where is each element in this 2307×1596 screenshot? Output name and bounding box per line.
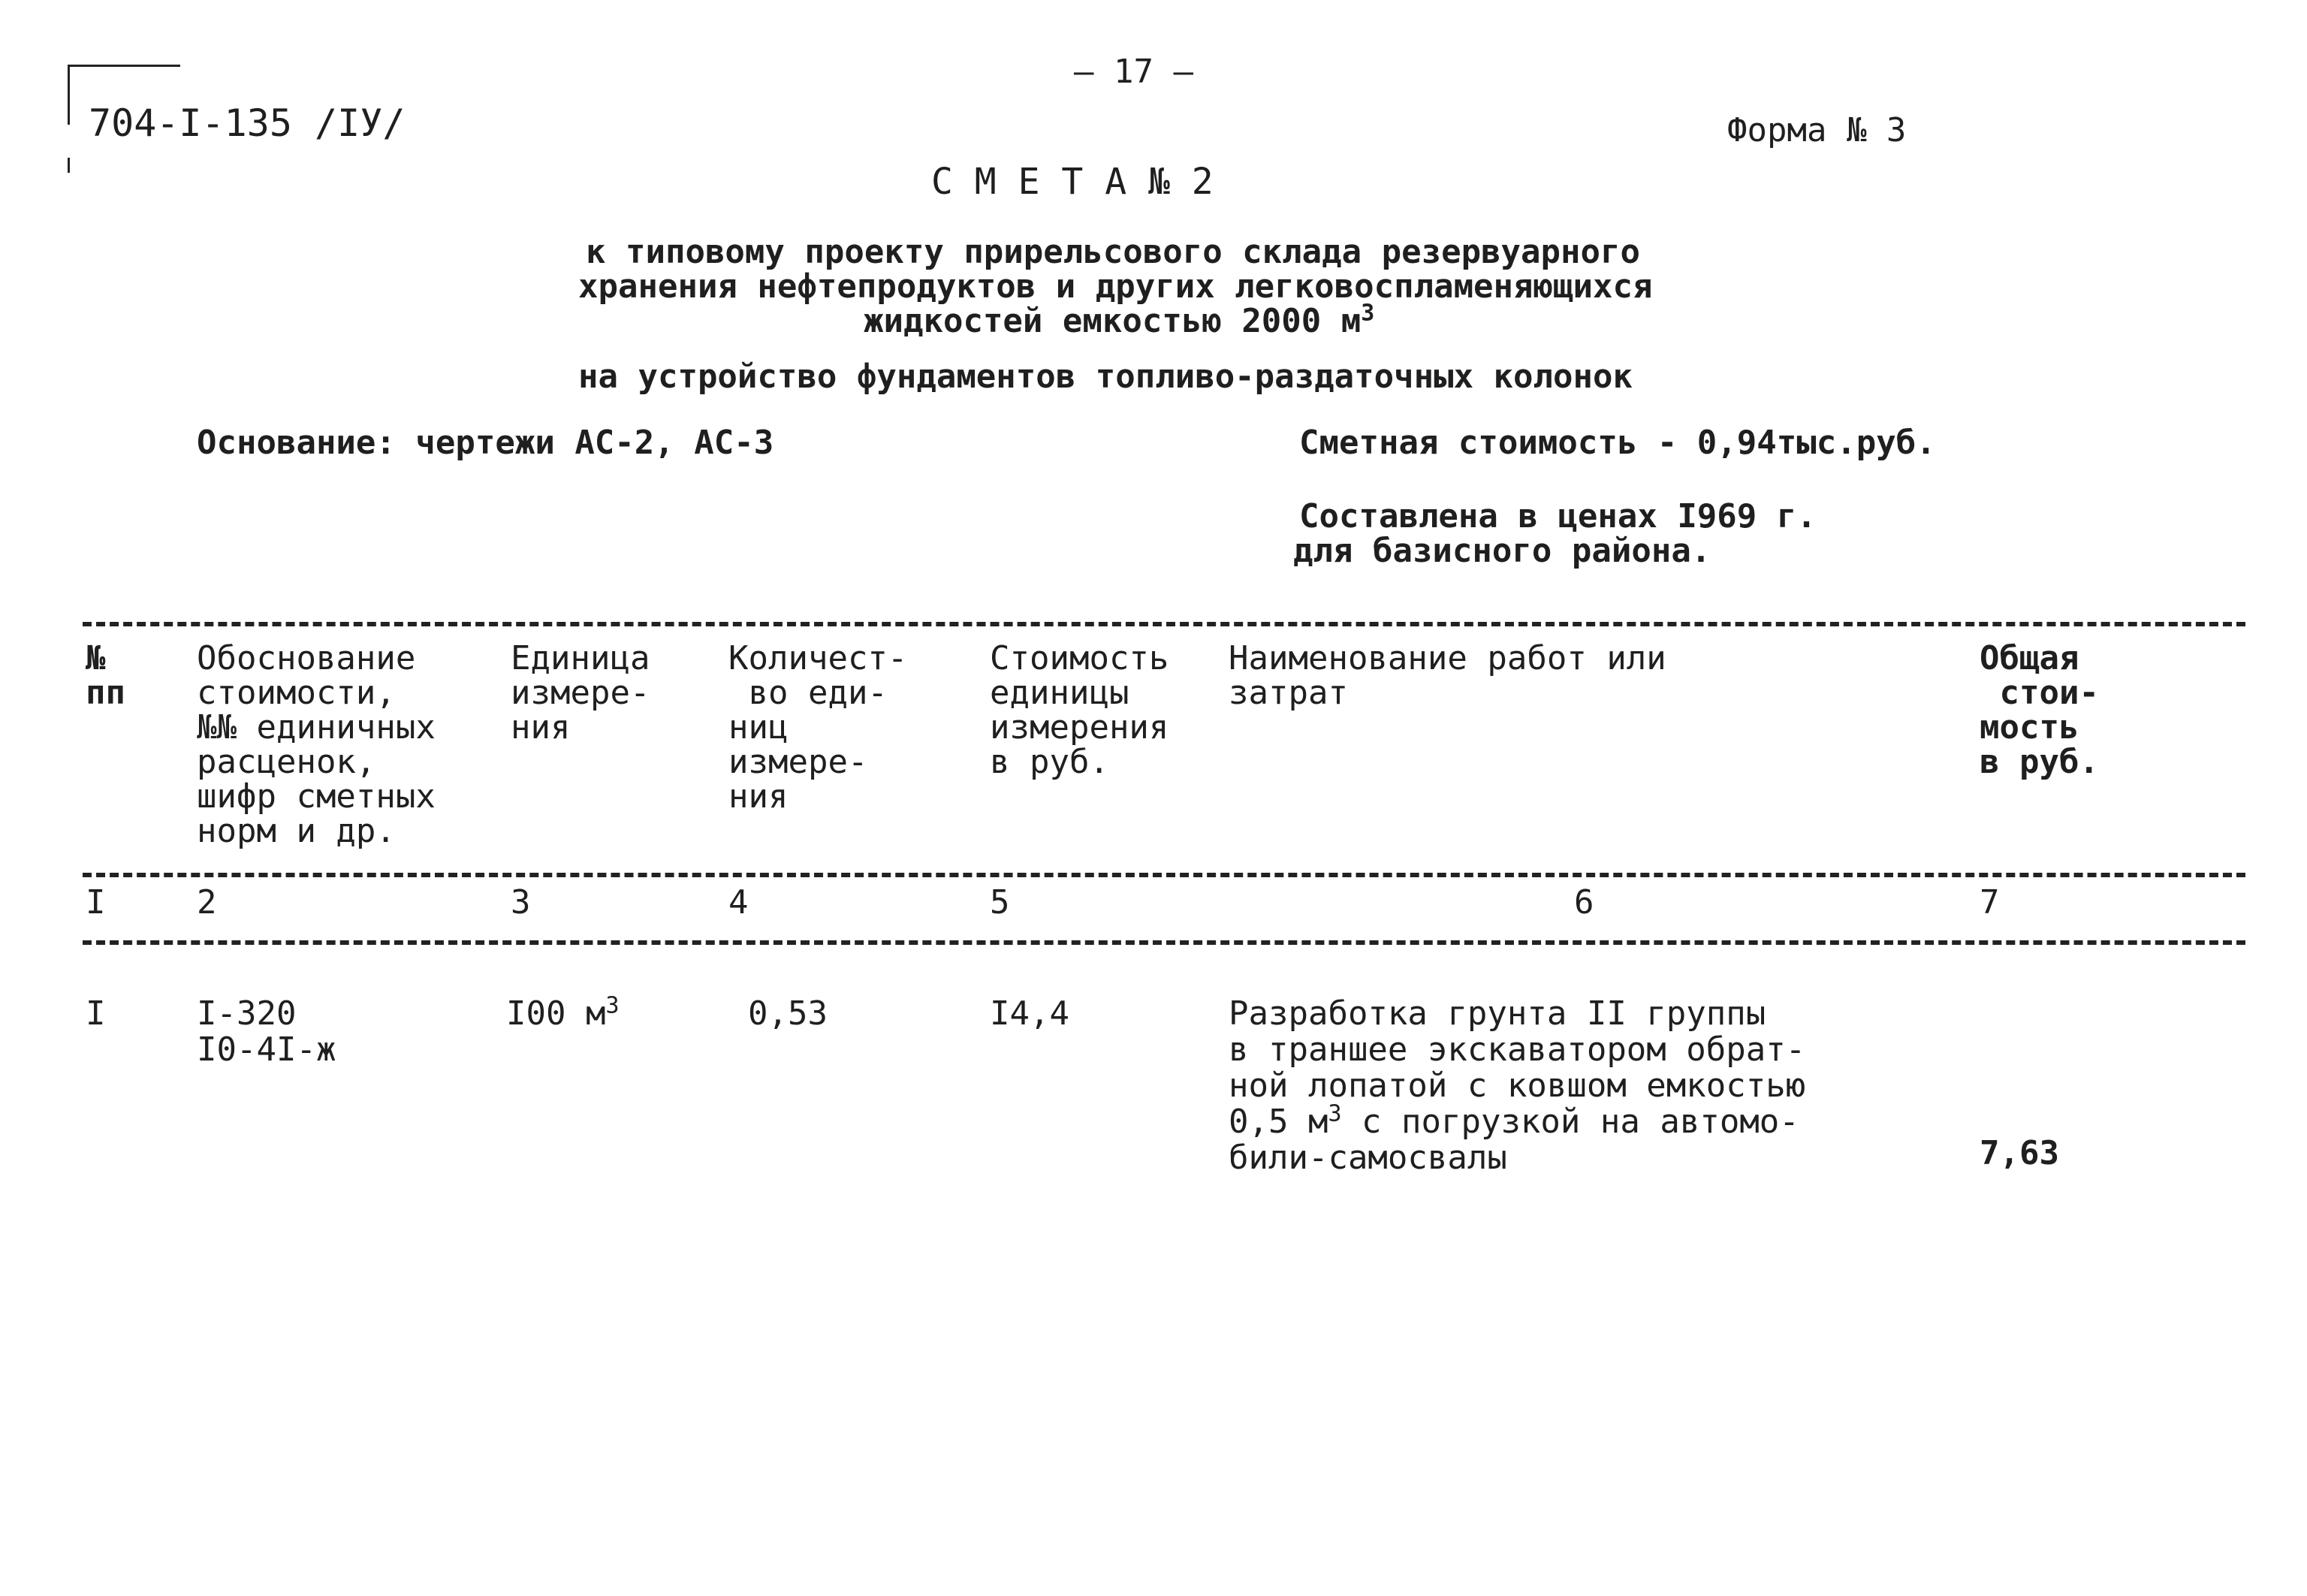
header-col-6: Наименование работ или затрат bbox=[1229, 639, 1666, 712]
column-number-7: 7 bbox=[1980, 883, 2000, 922]
prices-line-2: для базисного района. bbox=[1293, 532, 1711, 570]
row-number: I bbox=[86, 994, 106, 1033]
column-number-5: 5 bbox=[990, 883, 1010, 922]
corner-mark-left-tick bbox=[68, 158, 70, 173]
row-quantity: 0,53 bbox=[748, 994, 828, 1033]
header-col-2: Обоснование стоимости, №№ единичных расценок, шифр сметных норм и др. bbox=[197, 639, 436, 850]
column-number-3: 3 bbox=[511, 883, 531, 922]
basis-line: Основание: чертежи АС-2, АС-3 bbox=[197, 424, 774, 462]
row-unit-cost: I4,4 bbox=[990, 994, 1069, 1033]
row-basis: I-320 I0-4I-ж bbox=[197, 994, 336, 1069]
estimated-cost: Сметная стоимость - 0,94тыс.руб. bbox=[1299, 424, 1936, 462]
column-number-2: 2 bbox=[197, 883, 217, 922]
form-label: Форма № 3 bbox=[1727, 111, 1907, 149]
subtitle-line-3: жидкостей емкостью 2000 $м^3$ bbox=[864, 300, 1375, 340]
page-number: — 17 — bbox=[1074, 53, 1193, 91]
header-col-7: Общая стои- мость в руб. bbox=[1980, 639, 2099, 781]
row-total: 7,63 bbox=[1980, 1134, 2059, 1172]
row-unit: I00 $м^3$ bbox=[506, 992, 620, 1033]
row-work-name: Разработка грунта II группы в траншее экскаватором обрат- ной лопатой с ковшом емкостью 0,5 $м^3$ с погрузкой на автомо- били-самосвалы bbox=[1229, 994, 1806, 1177]
subtitle-line-2: хранения нефтепродуктов и других легковоспламеняющихся bbox=[578, 267, 1653, 306]
column-number-4: 4 bbox=[728, 883, 749, 922]
table-rule-header bbox=[83, 873, 2245, 877]
header-col-1: № пп bbox=[86, 639, 125, 712]
table-rule-top bbox=[83, 622, 2245, 626]
subtitle-line-1: к типовому проекту прирельсового склада резервуарного bbox=[586, 233, 1640, 271]
purpose-line: на устройство фундаментов топливо-раздаточных колонок bbox=[578, 358, 1633, 396]
corner-mark-top bbox=[68, 65, 180, 67]
corner-mark-left bbox=[68, 65, 70, 125]
prices-line-1: Составлена в ценах I969 г. bbox=[1299, 497, 1817, 536]
document-title: С М Е Т А № 2 bbox=[931, 161, 1214, 203]
column-number-6: 6 bbox=[1574, 883, 1594, 922]
header-col-5: Стоимость единицы измерения в руб. bbox=[990, 639, 1169, 781]
column-number-1: I bbox=[86, 883, 106, 922]
document-code: 704-I-135 /IУ/ bbox=[89, 101, 406, 145]
header-col-4: Количест- во еди- ниц измере- ния bbox=[728, 639, 908, 816]
header-col-3: Единица измере- ния bbox=[511, 639, 650, 747]
table-rule-numbers bbox=[83, 940, 2245, 945]
